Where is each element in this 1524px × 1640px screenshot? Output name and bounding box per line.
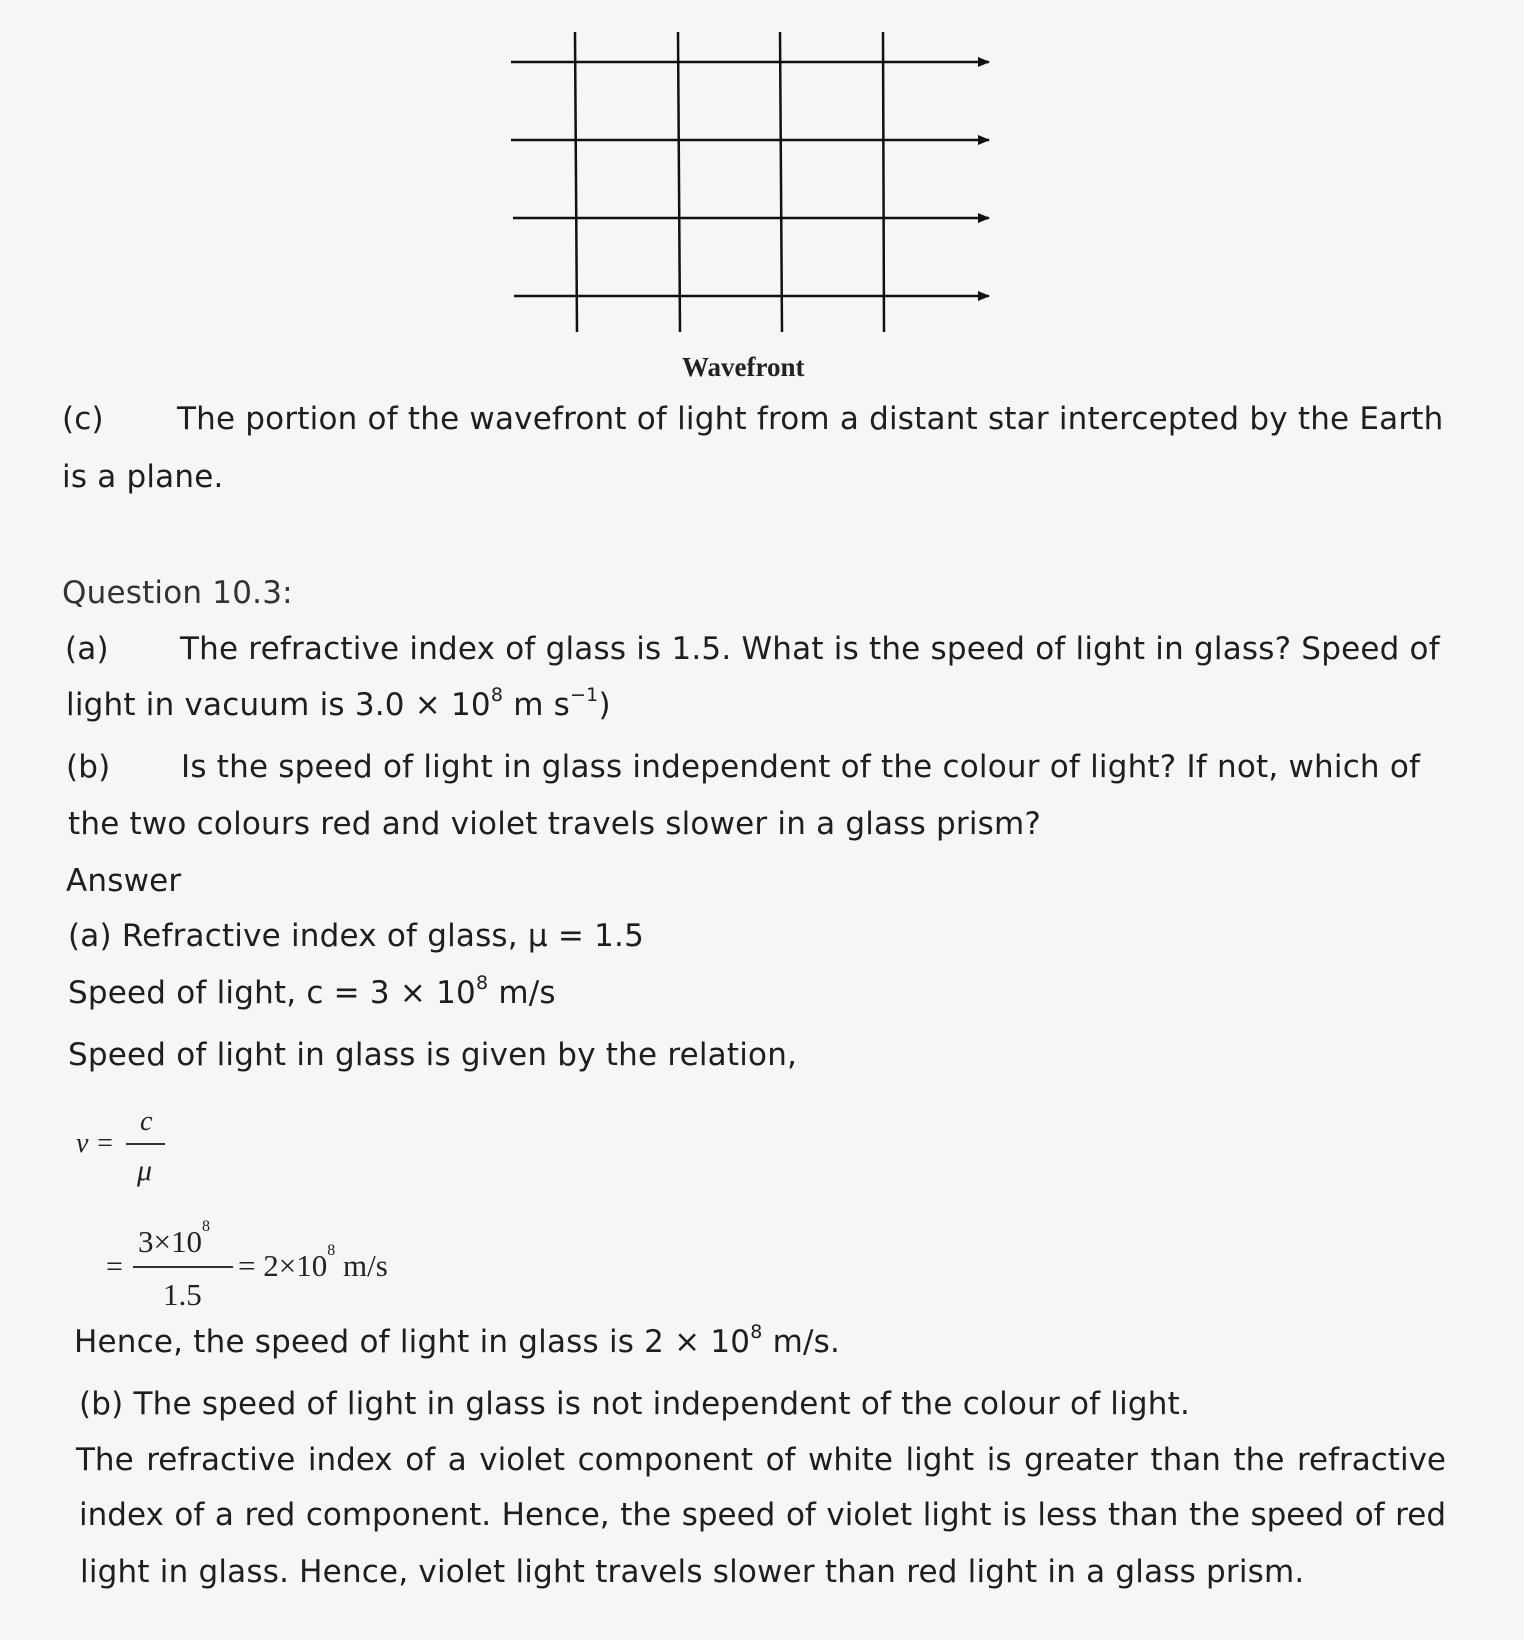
wavefront-line-4 [883, 32, 884, 332]
part-c-line-1 [62, 401, 1444, 437]
part-c-line-2 [62, 459, 224, 495]
question-b-text-1: Is the speed of light in glass independent of the colour of light? If not, which of [181, 749, 1421, 785]
answer-a-exponent: 8 [475, 971, 489, 994]
question-a-line-1 [65, 631, 1440, 667]
part-c-text-2: is a plane. [62, 459, 224, 495]
question-a-text-1: The refractive index of glass is 1.5. What is the speed of light in glass? Speed of [180, 631, 1440, 667]
question-b-line-2: the two colours red and violet travels slower in a glass prism? [68, 806, 1042, 842]
answer-hence-exponent: 8 [750, 1320, 763, 1343]
answer-b-line-3: index of a red component. Hence, the speed of violet light is less than the speed of red [79, 1497, 1446, 1533]
equation-2-result-unit: m/s [335, 1248, 388, 1283]
question-a-unit-exponent: −1 [570, 683, 599, 706]
answer-a-line-3: Speed of light in glass is given by the relation, [68, 1037, 798, 1073]
equation-1-lhs: v = [76, 1128, 115, 1159]
wavefront-line-3 [780, 32, 782, 332]
answer-a-line-2 [68, 971, 556, 1011]
part-c-label: (c) [62, 401, 104, 437]
answer-heading: Answer [66, 863, 182, 899]
question-heading: Question 10.3: [62, 575, 293, 611]
equation-2-result-exponent: 8 [327, 1241, 336, 1259]
equation-2-denominator: 1.5 [163, 1277, 202, 1312]
equation-1-numerator: c [140, 1106, 153, 1137]
equation-2-equals: = [106, 1250, 123, 1283]
equation-1-denominator: μ [137, 1154, 153, 1187]
equation-2-fraction-bar [133, 1266, 233, 1268]
question-a-close: ) [598, 687, 611, 723]
equation-2-result-base: = 2×10 [238, 1248, 328, 1283]
wavefront-diagram [500, 20, 1000, 340]
question-a-line-2 [66, 683, 611, 723]
question-b-line-1 [66, 749, 1421, 785]
answer-a-unit: m/s [488, 975, 556, 1011]
answer-b-line-1: (b) The speed of light in glass is not independent of the colour of light. [79, 1386, 1191, 1422]
answer-b-line-2: The refractive index of a violet component of white light is greater than the refractive [76, 1442, 1446, 1478]
question-b-label: (b) [66, 749, 111, 785]
answer-a-line-1: (a) Refractive index of glass, μ = 1.5 [68, 918, 644, 954]
question-a-unit: m s [503, 687, 571, 723]
equation-2-numerator-exponent: 8 [201, 1217, 210, 1235]
diagram-caption: Wavefront [682, 352, 805, 382]
wavefront-line-1 [575, 32, 577, 332]
answer-b-line-4: light in glass. Hence, violet light travels slower than red light in a glass prism. [80, 1554, 1305, 1590]
answer-hence-text: Hence, the speed of light in glass is 2 × 10 [74, 1324, 751, 1360]
wavefront-line-2 [678, 32, 680, 332]
part-c-text-1: The portion of the wavefront of light from a distant star intercepted by the Earth [177, 401, 1444, 437]
answer-a-text-2: Speed of light, c = 3 × 10 [68, 975, 476, 1011]
question-a-text-2: light in vacuum is 3.0 × 10 [66, 687, 491, 723]
answer-hence-unit: m/s. [762, 1324, 841, 1360]
question-a-exponent: 8 [490, 683, 504, 706]
answer-hence [74, 1320, 841, 1360]
equation-2-numerator [138, 1217, 210, 1260]
question-a-label: (a) [65, 631, 109, 667]
equation-1-fraction-bar [126, 1143, 165, 1145]
equation-2-numerator-base: 3×10 [138, 1224, 202, 1259]
equation-2-result [238, 1241, 388, 1284]
